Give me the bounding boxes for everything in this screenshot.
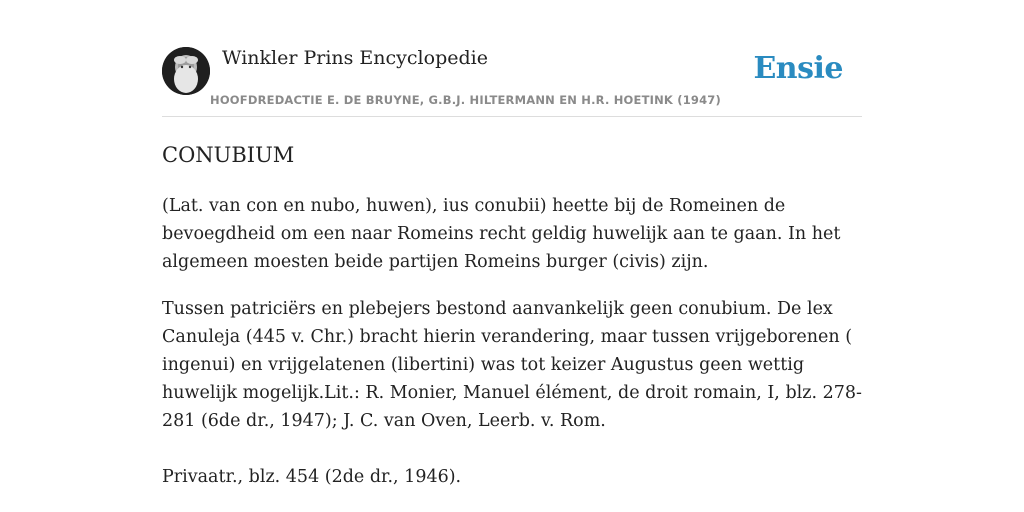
bearded-man-portrait-icon [162, 47, 210, 95]
publication-editors: HOOFDREDACTIE E. DE BRUYNE, G.B.J. HILTERMANN EN H.R. HOETINK (1947) [210, 93, 721, 107]
publication-title[interactable]: Winkler Prins Encyclopedie [222, 47, 488, 69]
article-paragraph: Privaatr., blz. 454 (2de dr., 1946). [162, 467, 462, 487]
author-avatar[interactable] [162, 47, 210, 95]
article-paragraph: (Lat. van con en nubo, huwen), ius conubii) heette bij de Romeinen de bevoegdheid om een naar Romeins recht geldig huwelijk aan te gaan. In het algemeen moesten beide partijen Romeins burger (civis) zijn. [162, 196, 841, 272]
article-paragraph: Tussen patriciërs en plebejers bestond aanvankelijk geen conubium. De lex Canuleja (445 v. Chr.) bracht hierin verandering, maar tussen vrijgeborenen ( ingenui) en vrijgelatenen (libertini) was tot keizer Augustus geen wettig huwelijk mogelijk.Lit.: R. Monier, Manuel élément, de droit romain, I, blz. 278-281 (6de dr., 1947); J. C. van Oven, Leerb. v. Rom. [162, 299, 862, 431]
article-title: CONUBIUM [162, 143, 295, 167]
brand-logo[interactable]: Ensie [753, 51, 843, 86]
site-header [162, 46, 862, 117]
